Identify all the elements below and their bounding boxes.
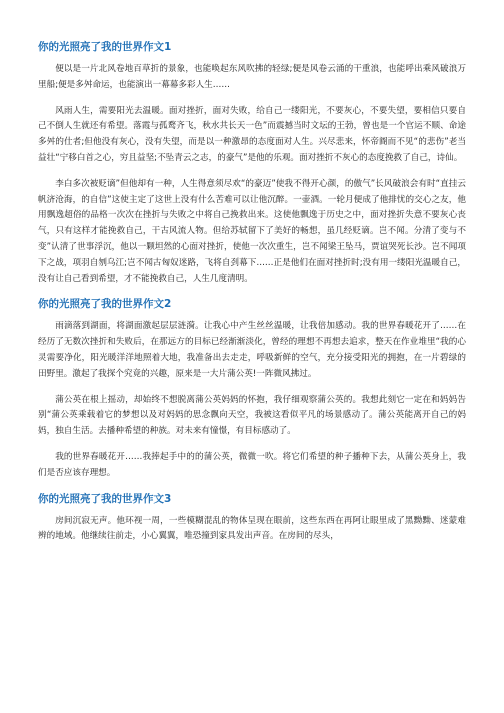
essay-paragraph: 房间沉寂无声。他环视一周，一些模糊混乱的物体呈现在眼前，这些东西在再阿让眼里成了黑黝黝、迷蒙难辨的地域。他继续往前走，小心翼翼，唯恐撞到家具发出声音。在房间的尽头， <box>38 515 466 542</box>
essay-paragraph: 便以是一片北风卷地百草折的景象，也能唤起东风吹拂的轻绿;便是风卷云涌的干重浪，也能呼出乘风破浪万里船;便是多舛命运，也能演出一幕幕多彩人生…… <box>38 64 466 90</box>
essay-section-1 <box>38 40 466 287</box>
essay-section-3 <box>38 492 466 546</box>
essay-title-1: 你的光照亮了我的世界作文1 <box>38 41 172 53</box>
essay-paragraph: 李白多次被贬谪”但他却有一种，人生得意须尽欢“的豪迈”使我不得开心颜，的傲气”长风破浪会有时“直挂云帆济沧海，的自信”这使主定了这世上没有什么苦难可以让他沉醉。一壶酒。一轮月便成了他排忧的交心之友，他用飘逸超俗的品格一次次在挫折与失败之中将自己挽救出来。这使他飘逸于历史之中，面对挫折失意不要灰心丧气，只有这样才能挽救自己，干古风流人物。但给苏轼留下了美好的畅想，虽几经贬谪。岂不闻。分清了变与不变”认清了世事浮沉，他以一颗坦然的心面对挫折，使他一次次重生，岂不闻梁王坠马，贾谊哭死长沙。岂不闻项下之战，项羽自刎乌江;岂不闻古匈奴迷路，飞将自刭幕下……正是他们在面对挫折时;没有用一缕阳光温暖自己，没有让自己看到希望，才不能挽救自己，人生几度清明。 <box>38 178 466 284</box>
essay-title-2: 你的光照亮了我的世界作文2 <box>38 298 172 311</box>
essay-paragraph: 雨滴落到湖面，将湖面激起层层涟漪。让我心中产生丝丝温暖，让我倍加感动。我的世界春暖花开了……在经历了无数次挫折和失败后，在那远方的目标已经渐渐淡化，曾经的理想不再想去追求，整天在作业堆里“我的心灵需要净化，阳光暖洋洋地照着大地，我准备出去走走，呼吸新鲜的空气，充分接受阳光的拥抱，在一片碧绿的田野里。激起了我探个究竟的兴趣，原来是一大片蒲公英!一阵微风拂过。 <box>38 321 466 379</box>
essay-title-3: 你的光照亮了我的世界作文3 <box>38 492 172 505</box>
document-page <box>38 40 466 555</box>
essay-paragraph: 蒲公英在根上摇动，却始终不想脱离蒲公英妈妈的怀抱，我仔细观察蒲公英的。我想此刻它一定在和妈妈告别“蒲公英乘载着它的梦想以及对妈妈的思念飘向天空，我被这看似平凡的场景感动了。蒲公英能离开自己的妈妈，独自生活。去播种希望的种族。对未来有憧憬，有目标感动了。 <box>38 394 466 437</box>
essay-paragraph: 风雨人生，需要阳光去温暖。面对挫折，面对失败，给自己一缕阳光，不要灰心，不要失望，要相信只要自己不倒人生就还有希望。落霞与孤鹜齐飞，秋水共长天一色”而震撼当时文坛的王勃，曾也是一个官运不顺、命途多舛的仕者;但他没有灰心，没有失望，而是以一种激昂的态度面对人生。兴尽悲来，怀帝阍而不见“的悲伤”老当益壮“宁移白首之心，穷且益坚;不坠青云之志，的豪气”是他的乐观。面对挫折不灰心的态度挽救了自己，诗仙。 <box>38 105 466 163</box>
essay-section-2 <box>38 297 466 481</box>
essay-paragraph: 我的世界春暖花开……我捧起手中的的蒲公英，微微一吹。将它们希望的种子播种下去，从蒲公英身上，我们是否应该存理想。 <box>38 451 466 478</box>
